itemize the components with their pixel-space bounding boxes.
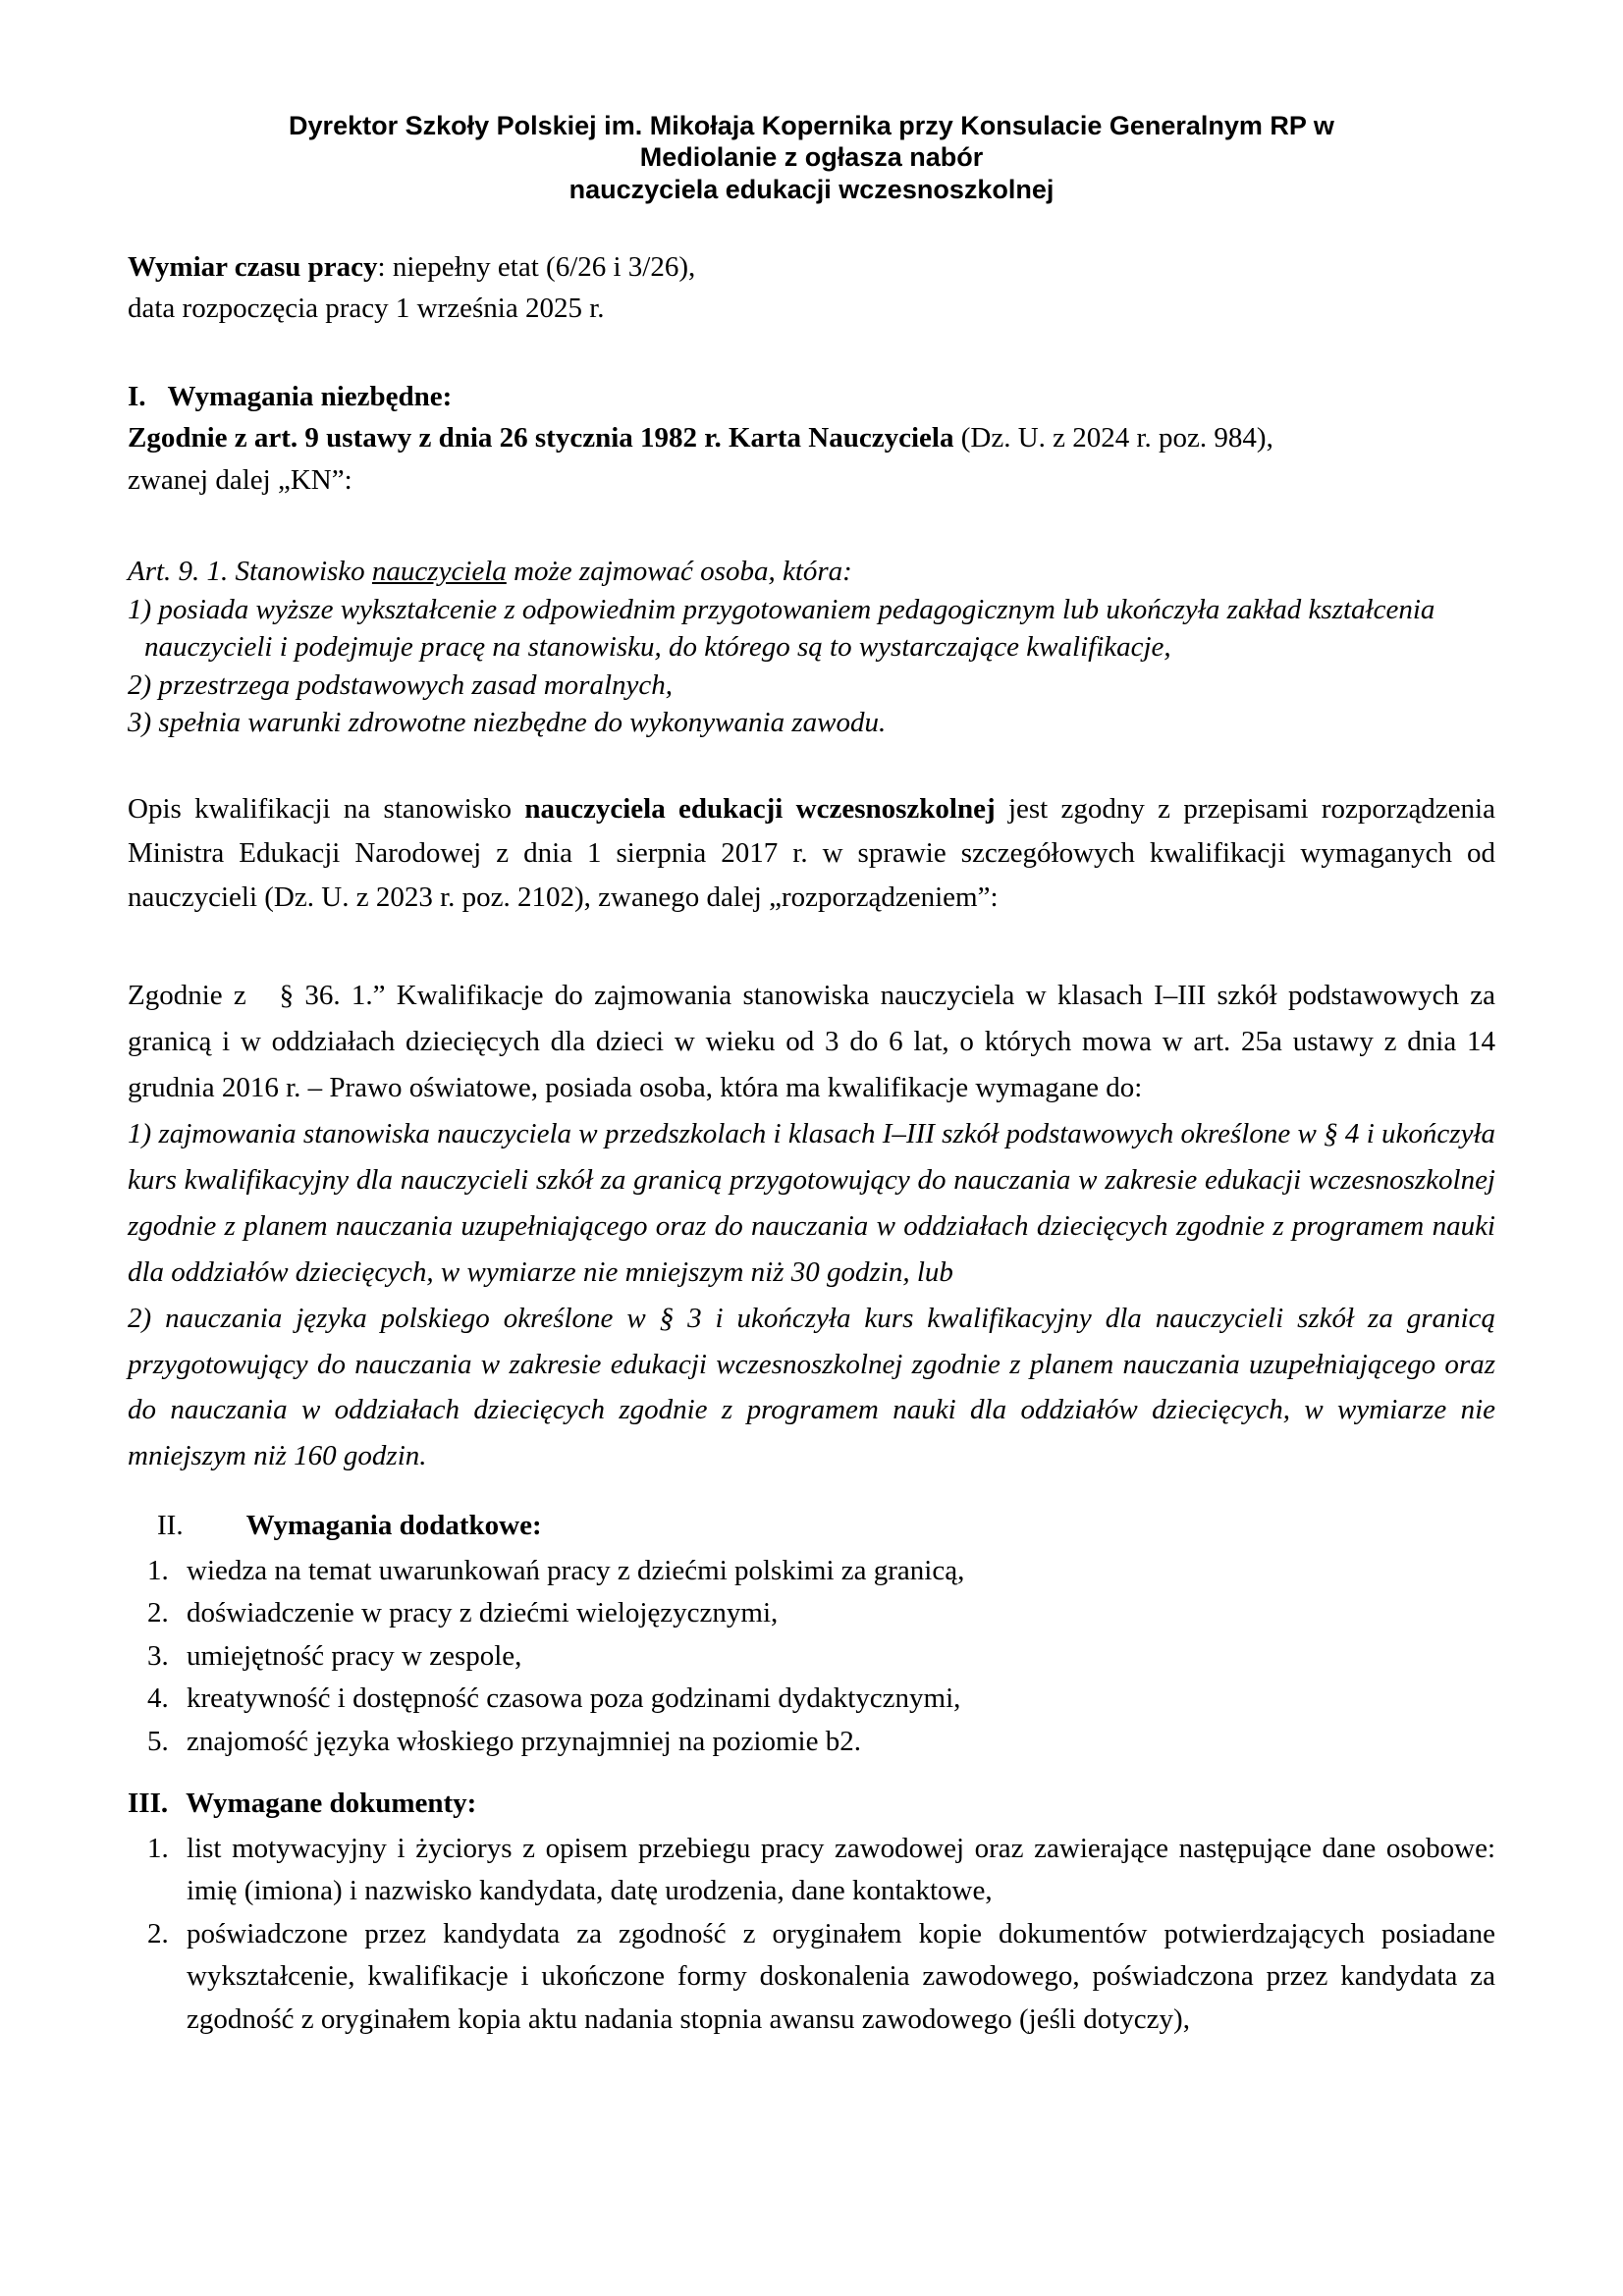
section-1-numeral: I. — [128, 381, 146, 413]
legal-basis-ref: (Dz. U. z 2024 r. poz. 984), — [953, 422, 1273, 454]
art9-underlined-word: nauczyciela — [371, 556, 507, 588]
list-item-text: list motywacyjny i życiorys z opisem przebiegu pracy zawodowej oraz zawierające następujące dane osobowe: imię (imiona) i nazwisko kandydata, datę urodzenia, dane kontaktowe, — [187, 1832, 1495, 1907]
title-line-3: nauczyciela edukacji wczesnoszkolnej — [568, 174, 1055, 204]
list-item — [147, 1721, 1495, 1764]
section-2-heading — [157, 1505, 1495, 1548]
list-item — [147, 1592, 1495, 1635]
intro-paragraph — [128, 246, 1495, 329]
legal-basis-line-2: zwanej dalej „KN”: — [128, 464, 352, 497]
title-line-1: Dyrektor Szkoły Polskiej im. Mikołaja Kopernika przy Konsulacie Generalnym RP w — [289, 111, 1334, 140]
list-item-number: 2. — [147, 1597, 169, 1629]
paragraph-36: Zgodnie z § 36. 1.” Kwalifikacje do zajmowania stanowiska nauczyciela w klasach I–III szkół podstawowych za granicą i w oddziałach dziecięcych dla dzieci w wieku od 3 do 6 lat, o których mowa w art. 25a ustawy z dnia 14 grudnia 2016 r. – Prawo oświatowe, posiada osoba, która ma kwalifikacje wymagane do: — [128, 979, 1495, 1103]
paragraph-36-item-2: 2) nauczania języka polskiego określone w § 3 i ukończyła kurs kwalifikacyjny dla nauczycieli szkół za granicą przygotowujący do nauczania w zakresie edukacji wczesnoszkolnej zgodnie z planem nauczania uzupełniającego oraz do nauczania w oddziałach dziecięcych zgodnie z programem nauki dla oddziałów dziecięcych, w wymiarze nie mniejszym niż 160 godzin. — [128, 1302, 1495, 1472]
legal-basis-bold: Zgodnie z art. 9 ustawy z dnia 26 stycznia 1982 r. Karta Nauczyciela — [128, 422, 954, 454]
required-documents-list — [128, 1828, 1495, 2042]
start-date-line: data rozpoczęcia pracy 1 września 2025 r. — [128, 293, 605, 325]
paragraph-36-item-1: 1) zajmowania stanowiska nauczyciela w przedszkolach i klasach I–III szkół podstawowych określone w § 4 i ukończyła kurs kwalifikacyjny dla nauczycieli szkół za granicą przygotowujący do nauczania w zakresie edukacji wczesnoszkolnej zgodnie z planem nauczania uzupełniającego oraz do nauczania w oddziałach dziecięcych zgodnie z programem nauki dla oddziałów dziecięcych, w wymiarze nie mniejszym niż 30 godzin, lub — [128, 1117, 1495, 1288]
list-item-number: 1. — [147, 1554, 169, 1586]
list-item-number: 4. — [147, 1682, 169, 1715]
qualifications-paragraph — [128, 787, 1495, 920]
list-item-number: 2. — [147, 1917, 169, 1949]
section-3-heading — [128, 1783, 1495, 1826]
work-time-label: Wymiar czasu pracy — [128, 251, 378, 284]
list-item-text: doświadczenie w pracy z dziećmi wielojęzycznymi, — [187, 1597, 779, 1629]
list-item-text: znajomość języka włoskiego przynajmniej na poziomie b2. — [187, 1725, 861, 1757]
document-title — [128, 110, 1495, 205]
list-item-text: poświadczone przez kandydata za zgodność z oryginałem kopie dokumentów potwierdzających posiadane wykształcenie, kwalifikacje i ukończone formy doskonalenia zawodowego, poświadczona przez kandydata za zgodność z oryginałem kopia aktu nadania stopnia awansu zawodowego (jeśli dotyczy), — [187, 1917, 1495, 2035]
legal-basis-paragraph — [128, 417, 1495, 502]
qualifications-bold-position: nauczyciela edukacji wczesnoszkolnej — [524, 792, 996, 825]
list-item-number: 5. — [147, 1725, 169, 1757]
qualifications-pre: Opis kwalifikacji na stanowisko — [128, 792, 525, 825]
work-time-value: : niepełny etat (6/26 i 3/26), — [377, 251, 696, 284]
qualifications-post: jest zgodny z przepisami rozporządzenia Ministra Edukacji Narodowej z dnia 1 sierpnia 2017 r. w sprawie szczegółowych kwalifikacji wymaganych od nauczycieli (Dz. U. z 2023 r. poz. 2102), zwanego dalej „rozporządzeniem”: — [128, 792, 1495, 913]
list-item — [147, 1550, 1495, 1593]
art9-lead-pre: Art. 9. 1. Stanowisko — [128, 556, 372, 588]
list-item — [147, 1678, 1495, 1721]
art9-item-1: 1) posiada wyższe wykształcenie z odpowiednim przygotowaniem pedagogicznym lub ukończyła zakład kształcenia nauczycieli i podejmuje pracę na stanowisku, do którego są to wystarczające kwalifikacje, — [128, 593, 1435, 664]
art9-item-3: 3) spełnia warunki zdrowotne niezbędne do wykonywania zawodu. — [128, 707, 887, 739]
additional-requirements-list — [128, 1550, 1495, 1764]
list-item-number: 3. — [147, 1639, 169, 1672]
title-line-2: Mediolanie z ogłasza nabór — [639, 142, 984, 173]
list-item — [147, 1913, 1495, 2042]
art9-item-2: 2) przestrzega podstawowych zasad moralnych, — [128, 668, 674, 701]
section-1-heading-text: Wymagania niezbędne: — [167, 381, 453, 413]
section-1-heading — [128, 376, 1495, 417]
list-item-text: wiedza na temat uwarunkowań pracy z dziećmi polskimi za granicą, — [187, 1554, 965, 1586]
art9-items — [128, 591, 1495, 742]
legal-basis-line-1 — [128, 417, 1495, 459]
list-item-text: kreatywność i dostępność czasowa poza godzinami dydaktycznymi, — [187, 1682, 961, 1715]
list-item — [147, 1635, 1495, 1679]
art9-lead-line — [128, 553, 1495, 591]
section-3-heading-text: Wymagane dokumenty: — [186, 1788, 477, 1820]
list-item — [147, 1828, 1495, 1913]
list-item-number: 1. — [147, 1832, 169, 1864]
section-2-numeral: II. — [157, 1510, 184, 1542]
art9-quote — [128, 553, 1495, 742]
work-time-line — [128, 246, 1495, 288]
section-2-heading-text: Wymagania dodatkowe: — [245, 1510, 542, 1542]
list-item-text: umiejętność pracy w zespole, — [187, 1639, 522, 1672]
art9-lead-post: może zajmować osoba, która: — [506, 556, 852, 588]
section-3-numeral: III. — [128, 1788, 169, 1820]
